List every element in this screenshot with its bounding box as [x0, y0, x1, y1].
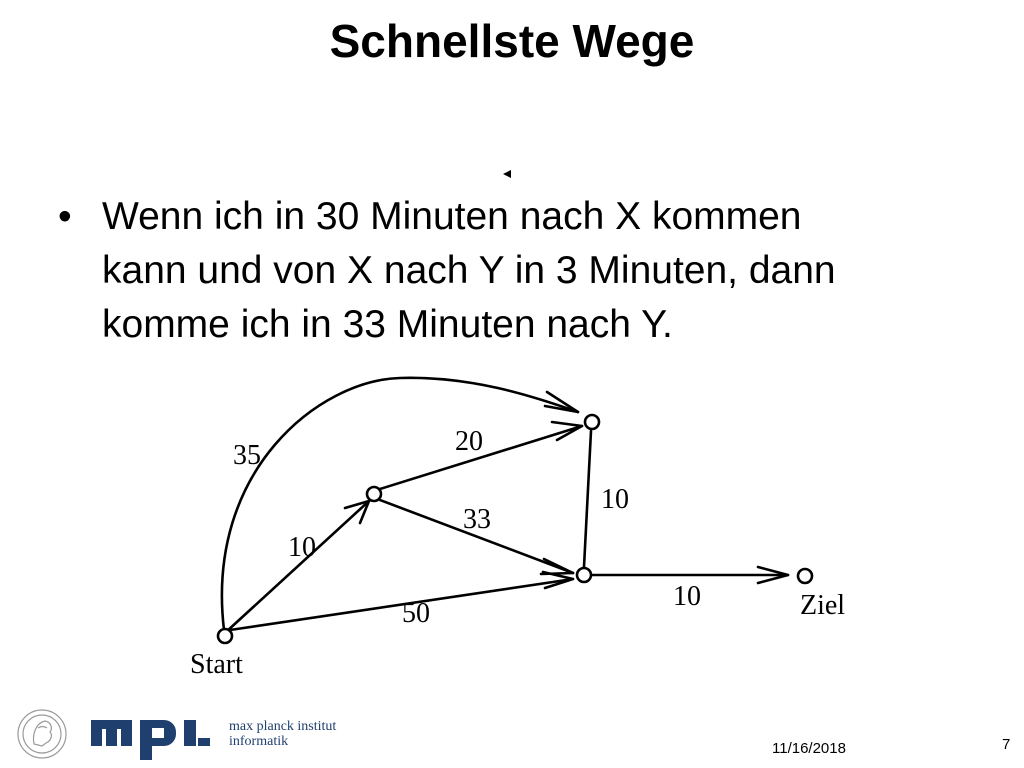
bullet-dot: •: [58, 195, 72, 238]
edge-label-start-mid: 10: [288, 532, 316, 563]
bullet-line-2: kann und von X nach Y in 3 Minuten, dann: [102, 249, 836, 292]
edge-start-top: [222, 378, 578, 630]
edge-label-mid-right: 33: [463, 504, 491, 535]
bullet-line-1: Wenn ich in 30 Minuten nach X kommen: [102, 195, 802, 238]
edge-top-right: [584, 431, 591, 567]
minerva-seal-icon: [18, 710, 66, 758]
bullet-line-3: komme ich in 33 Minuten nach Y.: [102, 303, 673, 346]
footer-date: 11/16/2018: [772, 740, 846, 757]
node-mid: [367, 487, 381, 501]
node-label-start: Start: [190, 649, 243, 680]
node-right: [577, 568, 591, 582]
bullet-item: [58, 190, 978, 352]
node-label-ziel: Ziel: [800, 590, 846, 621]
edge-label-start-top: 35: [233, 440, 261, 471]
mpi-logo: [16, 708, 366, 764]
bullet-list: [58, 190, 978, 352]
edge-label-start-right: 50: [402, 598, 430, 629]
node-top: [585, 415, 599, 429]
edge-label-top-right: 10: [601, 484, 629, 515]
shortest-path-graph: [180, 365, 880, 685]
node-ziel: [798, 569, 812, 583]
mpi-logotype: [91, 720, 210, 760]
slide-title: Schnellste Wege: [329, 15, 695, 67]
edge-label-right-ziel: 10: [673, 581, 701, 612]
mouse-cursor-icon: [503, 170, 511, 178]
node-start: [218, 629, 232, 643]
page-number: 7: [1002, 736, 1011, 753]
logo-text-line-1: max planck institut: [229, 719, 337, 734]
logo-text-line-2: informatik: [229, 734, 289, 749]
edge-label-mid-top: 20: [455, 426, 483, 457]
